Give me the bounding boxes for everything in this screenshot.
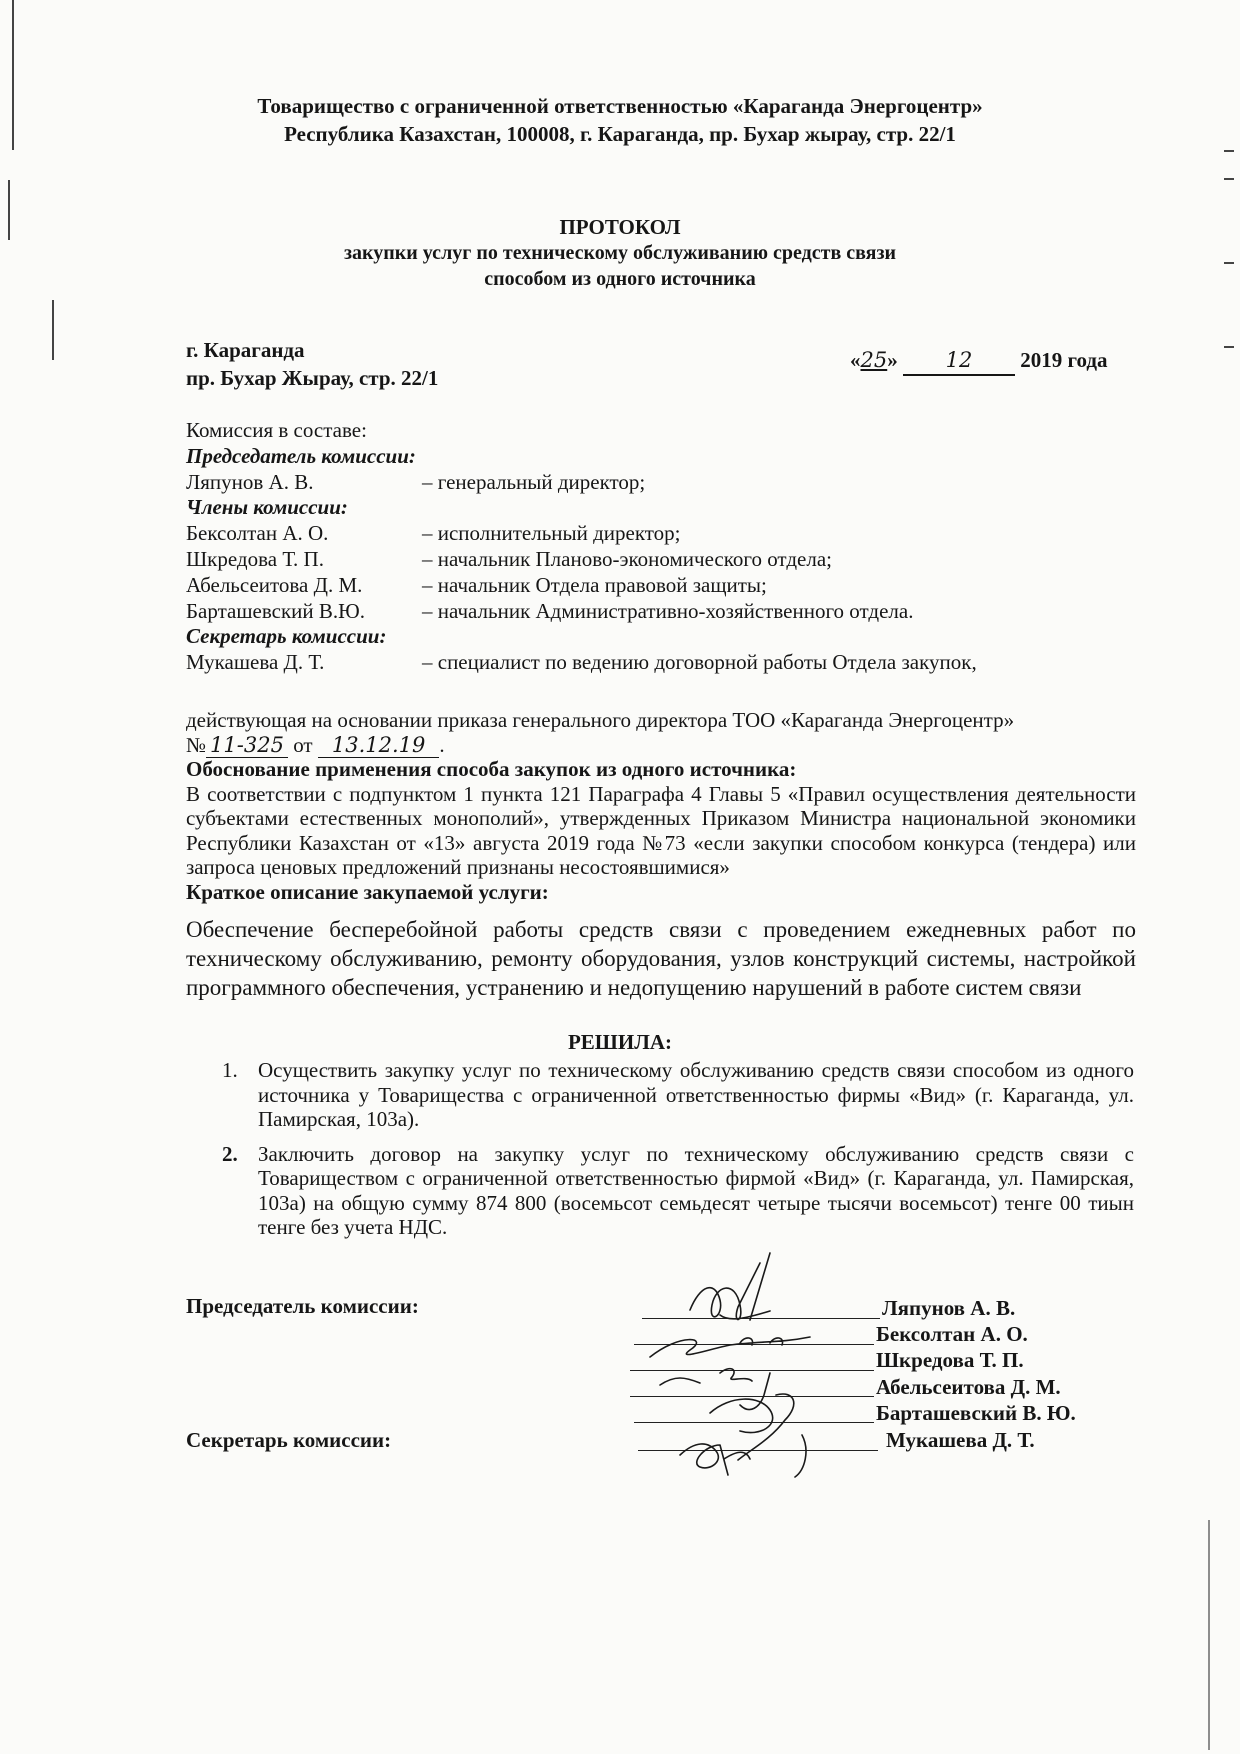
doc-subtitle-2: способом из одного источника <box>484 268 756 290</box>
date-year: 2019 года <box>1020 348 1108 372</box>
chair-role: Председатель комиссии: <box>186 443 416 468</box>
secretary-signature-label: Секретарь комиссии: <box>186 1428 392 1452</box>
scan-edge-mark <box>1224 178 1234 180</box>
signatory-name: Мукашева Д. Т. <box>886 1428 1035 1452</box>
member-position: – специалист по ведению договорной работы Отдела закупок, <box>422 650 977 675</box>
scan-edge-mark <box>1208 1520 1210 1750</box>
scan-edge-mark <box>1224 346 1234 348</box>
org-name: Товарищество с ограниченной ответственностью «Караганда Энергоцентр» <box>257 94 983 118</box>
item-number: 1. <box>222 1058 238 1082</box>
decision-item <box>222 1058 1134 1132</box>
handwritten-signatures <box>620 1245 860 1485</box>
commission-list <box>186 418 977 676</box>
basis-text: действующая на основании приказа генерального директора ТОО «Караганда Энергоцентр» <box>186 708 1015 732</box>
member-name: Абельсеитова Д. М. <box>186 572 363 597</box>
commission-intro: Комиссия в составе: <box>186 418 367 442</box>
member-entry <box>186 599 977 625</box>
secretary-role: Секретарь комиссии: <box>186 624 387 649</box>
order-reference <box>186 733 1136 758</box>
place-city: г. Караганда <box>186 338 305 362</box>
member-name: Мукашева Д. Т. <box>186 650 325 675</box>
member-entry <box>186 521 977 547</box>
protocol-date <box>850 346 1108 376</box>
date-quote-open: « <box>850 348 861 372</box>
member-name: Ляпунов А. В. <box>186 469 314 494</box>
basis-paragraph <box>186 708 1136 904</box>
org-address: Республика Казахстан, 100008, г. Караганда, пр. Бухар жырау, стр. 22/1 <box>284 122 956 146</box>
signatory-name: Барташевский В. Ю. <box>876 1401 1076 1425</box>
order-number: 11-325 <box>206 733 288 758</box>
item-number: 2. <box>222 1141 238 1166</box>
secretary-entry <box>186 650 977 676</box>
member-position: – начальник Отдела правовой защиты; <box>422 572 767 597</box>
decision-item <box>222 1142 1134 1240</box>
chair-entry <box>186 470 977 496</box>
place-block <box>186 336 438 392</box>
justification-text: В соответствии с подпунктом 1 пункта 121 Параграфа 4 Главы 5 «Правил осуществления деятельности субъектами естественных монополий», утвержденных Приказом Министра национальной экономики Республики Казахстан от «13» августа 2019 года №73 «если закупки способом конкурса (тендера) или запроса ценовых предложений признаны несостоявшимися» <box>186 781 1136 879</box>
date-day: 25 <box>860 348 888 372</box>
date-month: 12 <box>945 348 973 372</box>
member-position: – начальник Планово-экономического отдела; <box>422 546 832 571</box>
scan-edge-mark <box>1224 150 1234 152</box>
member-name: Барташевский В.Ю. <box>186 598 365 623</box>
order-end: . <box>439 732 445 757</box>
member-name: Бексолтан А. О. <box>186 521 329 546</box>
member-position: – исполнительный директор; <box>422 521 681 546</box>
justification-heading: Обоснование применения способа закупок из одного источника: <box>186 757 797 781</box>
member-entry <box>186 573 977 599</box>
item-text: Заключить договор на закупку услуг по техническому обслуживанию средств связи с Товариществом с ограниченной ответственностью фирмой «Вид» (г. Караганда, ул. Памирская, 103а) на общую сумму 874 800 (восемьсот семьдесят четыре тысячи восемьсот) тенге 00 тиын тенге без учета НДС. <box>258 1141 1134 1239</box>
decision-list <box>222 1058 1134 1250</box>
signatory-name: Бексолтан А. О. <box>876 1322 1028 1346</box>
signatory-name: Ляпунов А. В. <box>882 1296 1016 1320</box>
doc-title: ПРОТОКОЛ <box>559 215 681 239</box>
decision-heading: РЕШИЛА: <box>567 1030 673 1054</box>
doc-subtitle-1: закупки услуг по техническому обслуживанию средств связи <box>343 242 897 264</box>
chair-signature-label: Председатель комиссии: <box>186 1294 419 1318</box>
signatory-name: Абельсеитова Д. М. <box>876 1375 1061 1399</box>
order-from: от <box>293 732 313 757</box>
member-name: Шкредова Т. П. <box>186 546 324 571</box>
member-entry <box>186 547 977 573</box>
member-position: – начальник Административно-хозяйственного отдела. <box>422 598 914 623</box>
order-date: 13.12.19 <box>318 733 440 758</box>
member-position: – генеральный директор; <box>422 469 646 494</box>
scan-edge-mark <box>52 300 54 360</box>
members-role: Члены комиссии: <box>186 495 348 520</box>
order-prefix: № <box>186 732 207 757</box>
service-description: Обеспечение бесперебойной работы средств связи с проведением ежедневных работ по техническому обслуживанию, ремонту оборудования, узлов конструкций системы, настройкой программного обеспечения, устранению и недопущению нарушений в работе систем связи <box>186 917 1136 1000</box>
date-quote-close: » <box>887 348 898 372</box>
place-address: пр. Бухар Жырау, стр. 22/1 <box>186 366 439 390</box>
item-text: Осуществить закупку услуг по техническому обслуживанию средств связи способом из одного источника у Товарищества с ограниченной ответственностью фирмы «Вид» (г. Караганда, ул. Памирская, 103а). <box>258 1058 1134 1131</box>
signatory-name: Шкредова Т. П. <box>876 1348 1024 1372</box>
service-heading: Краткое описание закупаемой услуги: <box>186 879 549 904</box>
